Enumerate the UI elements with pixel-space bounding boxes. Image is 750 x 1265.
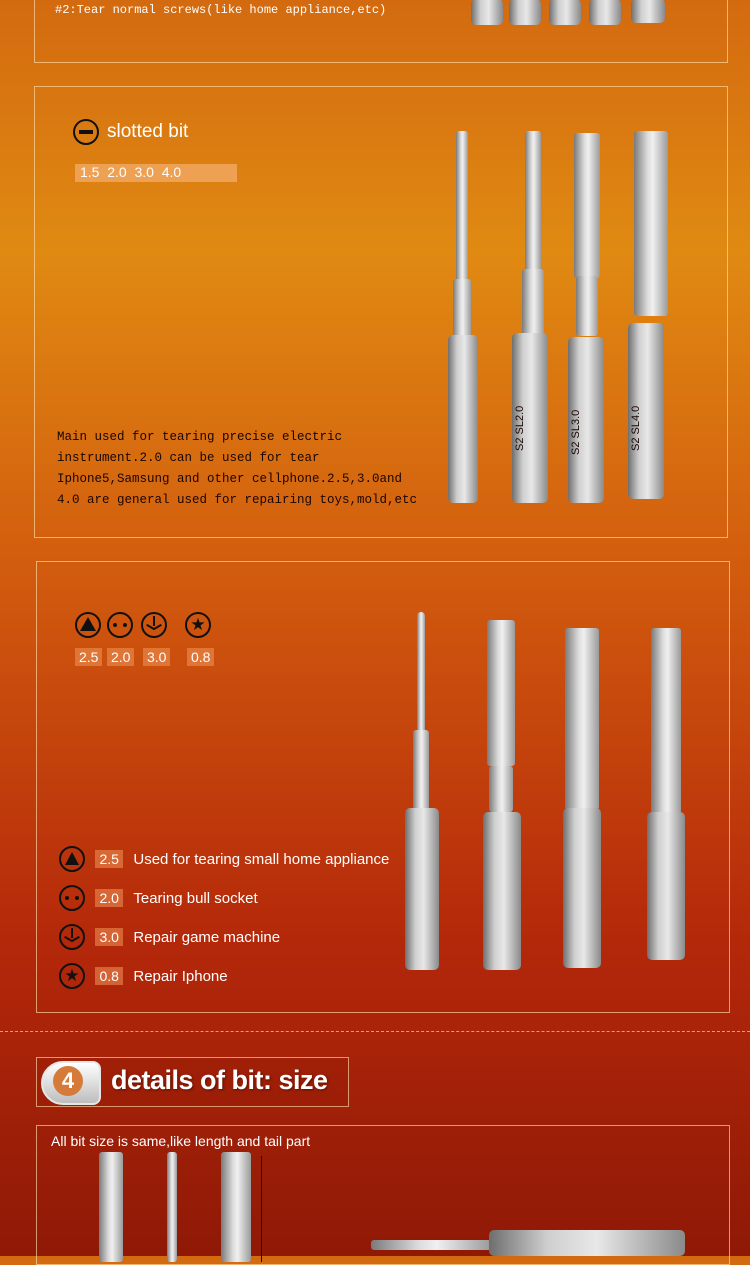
size-label: 3.0 (143, 648, 170, 666)
slotted-bit-panel (34, 86, 728, 538)
star-icon: ★ (59, 963, 85, 989)
bit-label: S2 SL4.0 (630, 405, 642, 451)
use-text: Repair game machine (133, 928, 281, 946)
size-label: 3.0 (95, 928, 122, 946)
size-label: 2.5 (95, 850, 122, 868)
slotted-bits-image (440, 131, 680, 511)
size-bits-image (97, 1152, 737, 1262)
slotted-sizes: 1.5 2.0 3.0 4.0 (75, 164, 237, 182)
desc-line: 4.0 are general used for repairing toys,mold,etc (57, 493, 418, 507)
special-bits-image (401, 612, 691, 977)
size-label: 2.0 (95, 889, 122, 907)
desc-line: Main used for tearing precise electric (57, 430, 343, 444)
size-note: All bit size is same,like length and tail part (51, 1133, 311, 1149)
bit-tips-image (471, 0, 671, 27)
triangle-icon (59, 846, 85, 872)
bit-label: S2 SL2.0 (514, 405, 526, 451)
bit-label: S2 SL3.0 (570, 409, 582, 455)
desc-line: instrument.2.0 can be used for tear (57, 451, 320, 465)
section-title: details of bit: size (111, 1065, 328, 1095)
triangle-icon (75, 612, 101, 638)
section-number-badge (41, 1061, 101, 1105)
section-divider (0, 1031, 750, 1032)
list-item (59, 846, 389, 885)
size-label: 2.0 (107, 648, 134, 666)
size-label: 2.5 (75, 648, 102, 666)
slotted-description (57, 427, 417, 511)
list-item (59, 885, 389, 924)
use-text: Used for tearing small home appliance (133, 850, 390, 868)
section-number: 4 (53, 1066, 83, 1096)
two-dot-icon (59, 885, 85, 911)
size-label: 0.8 (187, 648, 214, 666)
size-detail-panel (36, 1125, 730, 1265)
top-panel (34, 0, 728, 63)
special-bit-panel (36, 561, 730, 1013)
minus-icon (73, 119, 99, 145)
tri-wing-icon (59, 924, 85, 950)
use-text: Tearing bull socket (133, 889, 258, 907)
bit-use-list (59, 846, 389, 1002)
list-item (59, 963, 389, 1002)
section-header (36, 1057, 349, 1107)
two-dot-icon (107, 612, 133, 638)
desc-line: Iphone5,Samsung and other cellphone.2.5,3.0and (57, 472, 403, 486)
size-label: 0.8 (95, 967, 122, 985)
use-text: Repair Iphone (133, 967, 228, 985)
list-item (59, 924, 389, 963)
slotted-title: slotted bit (107, 121, 189, 142)
top-panel-note: #2:Tear normal screws(like home appliance,etc) (55, 3, 387, 17)
tri-wing-icon (141, 612, 167, 638)
star-icon: ★ (185, 612, 211, 638)
